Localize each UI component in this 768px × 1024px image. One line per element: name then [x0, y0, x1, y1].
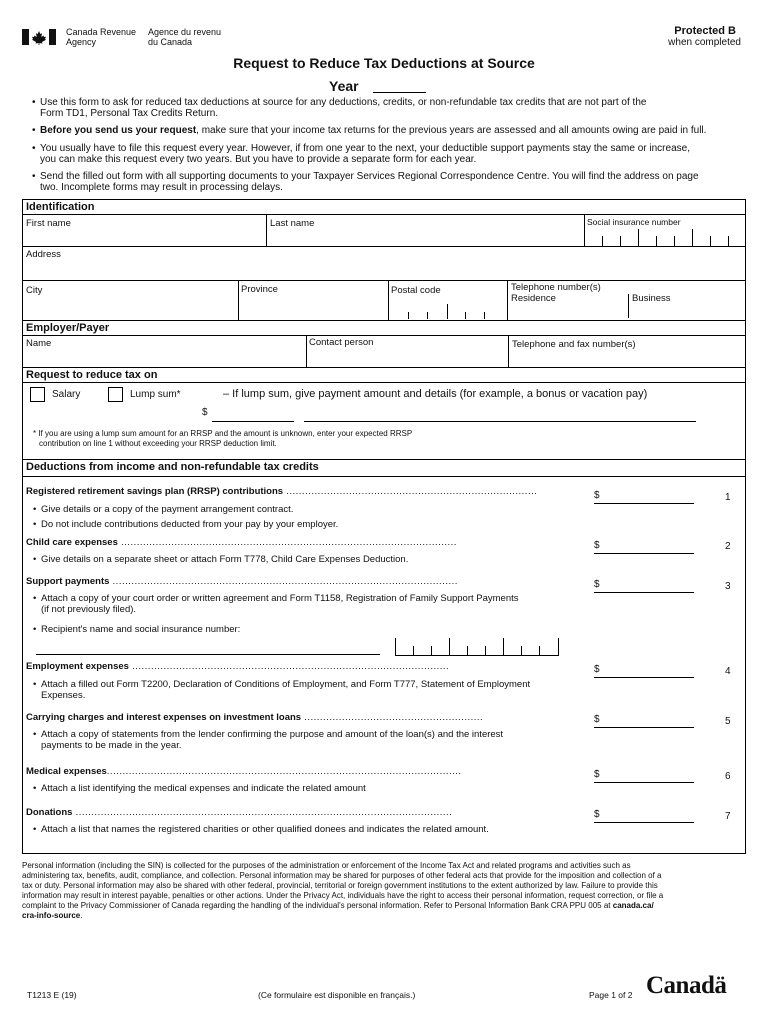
last-name-field[interactable] [268, 228, 583, 246]
rrsp-bullet-2: • Do not include contributions deducted from your pay by your employer. [33, 519, 339, 530]
rrsp-amount-field[interactable] [594, 503, 694, 504]
lump-dollar-sign: $ [202, 407, 208, 418]
support-bullet-1: • Attach a copy of your court order or written agreement and Form T1158, Registration of Family Support Payments (if not previously filed). [33, 593, 519, 615]
child-care-amount-field[interactable] [594, 553, 694, 554]
page-number: Page 1 of 2 [589, 990, 633, 1000]
carrying-dollar-sign: $ [594, 714, 600, 725]
employment-line-number: 4 [725, 666, 731, 677]
request-heading: Request to reduce tax on [26, 369, 158, 381]
carrying-amount-field[interactable] [594, 727, 694, 728]
first-name-field[interactable] [24, 228, 264, 246]
rrsp-line-number: 1 [725, 492, 731, 503]
privacy-notice: Personal information (including the SIN) is collected for the purposes of the administration or enforcement of the Income Tax Act and related programs and activities such as administering tax, benefits, audit, compliance, and collection. Personal information may be shared for purposes of other federal acts that provide for the imposition and collection of a tax or duty. Personal information may also be shared with other federal, provincial, territorial or foreign government institutions to the extent authorized by law. Failure to provide this information may result in interest payable, penalties or other actions. Under the Privacy Act, individuals have the right to access their personal information, request correction, or file a complaint to the Privacy Commissioner of Canada regarding the handling of the individual's personal information. Refer to Personal Information Bank CRA PPU 005 at canada.ca/ cra-info-source. [22, 861, 664, 920]
protected-label: Protected B [674, 25, 736, 37]
agency-en-line2: Agency [66, 37, 97, 47]
city-field[interactable] [24, 296, 236, 318]
child-care-line-number: 2 [725, 541, 731, 552]
phone-fax-field[interactable] [510, 351, 744, 366]
sin-field[interactable] [586, 229, 744, 246]
business-phone-field[interactable] [630, 304, 744, 318]
support-payments-title: Support payments .............................................................................................................. [26, 576, 458, 587]
employment-amount-field[interactable] [594, 677, 694, 678]
support-dollar-sign: $ [594, 579, 600, 590]
employer-name-label: Name [26, 338, 52, 349]
employer-name-field[interactable] [24, 349, 304, 366]
instruction-1: • Use this form to ask for reduced tax deductions at source for any deductions, credits, or non-refundable tax credits that are not part of the Form TD1, Personal Tax Credits Return. [32, 97, 647, 119]
support-amount-field[interactable] [594, 592, 694, 593]
instruction-2: • Before you send us your request, make sure that your income tax returns for the previous years are assessed and all amounts owing are paid in full. [32, 125, 707, 136]
residence-label: Residence [511, 293, 556, 304]
agency-fr-line2: du Canada [148, 37, 193, 47]
rrsp-bullet-1: • Give details or a copy of the payment arrangement contract. [33, 504, 294, 515]
privacy-link-part1[interactable]: canada.ca/ [612, 901, 654, 910]
recipient-name-field[interactable] [36, 654, 380, 655]
child-care-title: Child care expenses ........................................................................................................... [26, 537, 457, 548]
province-field[interactable] [240, 296, 386, 318]
carrying-bullet-1: • Attach a copy of statements from the lender confirming the purpose and amount of the loan(s) and the interest payments to be made in the year. [33, 729, 504, 751]
medical-bullet-1: • Attach a list identifying the medical expenses and indicate the related amount [33, 783, 366, 794]
agency-name-en [66, 27, 136, 47]
canada-flag-icon [22, 29, 56, 45]
donations-title: Donations ........................................................................................................................ [26, 807, 453, 818]
lump-sum-label: Lump sum* [130, 389, 181, 400]
province-label: Province [241, 284, 278, 295]
lump-sum-checkbox[interactable] [108, 387, 123, 402]
instruction-4: • Send the filled out form with all supporting documents to your Taxpayer Services Regional Correspondence Centre. You will find the address on page two. Incomplete forms may result in processing delays. [32, 171, 699, 193]
postal-code-field[interactable] [390, 300, 506, 319]
year-input[interactable] [373, 92, 426, 93]
agency-fr-line1: Agence du revenu [148, 27, 222, 37]
when-completed-label: when completed [668, 37, 741, 48]
french-availability: (Ce formulaire est disponible en français.) [258, 990, 416, 1000]
first-name-label: First name [26, 218, 71, 229]
residence-phone-field[interactable] [509, 304, 627, 318]
address-field[interactable] [24, 260, 744, 278]
page-title: Request to Reduce Tax Deductions at Source [233, 55, 535, 71]
support-line-number: 3 [725, 581, 731, 592]
employment-expenses-title: Employment expenses ..................................................................................................... [26, 661, 450, 672]
employer-heading: Employer/Payer [26, 322, 110, 334]
lump-details-field[interactable] [304, 421, 696, 422]
lump-amount-field[interactable] [212, 421, 294, 422]
year-label: Year [329, 78, 359, 94]
city-label: City [26, 285, 43, 296]
medical-line-number: 6 [725, 771, 731, 782]
donations-line-number: 7 [725, 811, 731, 822]
business-label: Business [632, 293, 671, 304]
carrying-charges-title: Carrying charges and interest expenses on investment loans ......................................................... [26, 712, 484, 723]
medical-expenses-title: Medical expenses................................................................................................................. [26, 766, 462, 777]
carrying-line-number: 5 [725, 716, 731, 727]
donations-dollar-sign: $ [594, 809, 600, 820]
postal-code-label: Postal code [391, 285, 441, 296]
salary-checkbox[interactable] [30, 387, 45, 402]
sin-label: Social insurance number [587, 217, 681, 227]
privacy-link-part2[interactable]: cra-info-source [22, 911, 81, 920]
agency-name-fr [148, 27, 221, 47]
lump-sum-detail: – If lump sum, give payment amount and details (for example, a bonus or vacation pay) [223, 388, 648, 400]
lump-sum-note: * If you are using a lump sum amount for an RRSP and the amount is unknown, enter your expected RRSP contribution on line 1 without exceeding your RRSP deduction limit. [33, 429, 413, 448]
child-care-bullet-1: • Give details on a separate sheet or attach Form T778, Child Care Expenses Deduction. [33, 554, 409, 565]
donations-amount-field[interactable] [594, 822, 694, 823]
rrsp-dollar-sign: $ [594, 490, 600, 501]
donations-bullet-1: • Attach a list that names the registered charities or other qualified donees and indicates the related amount. [33, 824, 489, 835]
recipient-sin-field[interactable] [395, 638, 559, 656]
form-id: T1213 E (19) [27, 990, 77, 1000]
last-name-label: Last name [270, 218, 315, 229]
agency-en-line1: Canada Revenue [66, 27, 137, 37]
employment-bullet-1: • Attach a filled out Form T2200, Declaration of Conditions of Employment, and Form T777, Statement of Employment Expenses. [33, 679, 531, 701]
support-bullet-2: • Recipient's name and social insurance number: [33, 624, 241, 635]
instruction-3: • You usually have to file this request every year. However, if from one year to the next, your deductible support payments stay the same or increase, you can make this request every two years. But you have to provide a separate form for each year. [32, 143, 690, 165]
medical-amount-field[interactable] [594, 782, 694, 783]
salary-label: Salary [52, 389, 81, 400]
canada-wordmark-logo: Canadä [646, 972, 727, 999]
contact-person-field[interactable] [308, 349, 506, 366]
rrsp-title: Registered retirement savings plan (RRSP) contributions ................................................................................ [26, 486, 538, 497]
employment-dollar-sign: $ [594, 664, 600, 675]
contact-person-label: Contact person [309, 337, 374, 348]
child-care-dollar-sign: $ [594, 540, 600, 551]
phone-fax-label: Telephone and fax number(s) [512, 339, 636, 350]
telephone-label: Telephone number(s) [511, 282, 601, 293]
identification-heading: Identification [26, 201, 95, 213]
medical-dollar-sign: $ [594, 769, 600, 780]
deductions-heading: Deductions from income and non-refundable tax credits [26, 461, 319, 473]
address-label: Address [26, 249, 61, 260]
